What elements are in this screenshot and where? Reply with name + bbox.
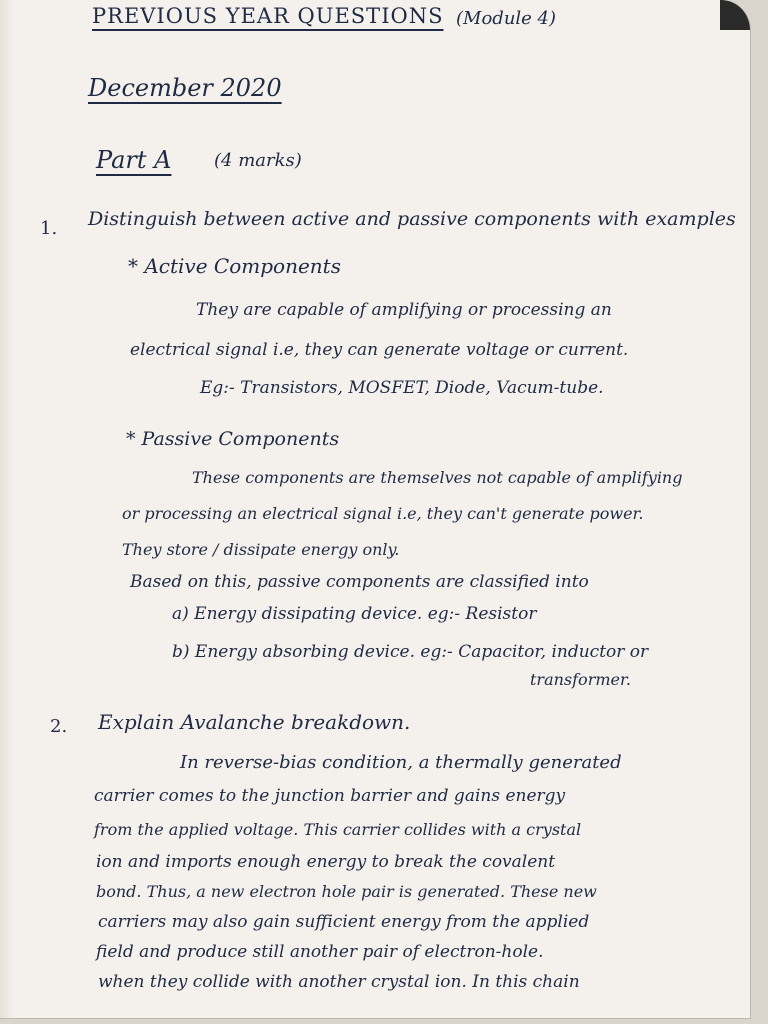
- q2-number: 2.: [50, 716, 68, 737]
- q1-passive-line: These components are themselves not capable of amplifying: [192, 468, 683, 487]
- q1-question: Distinguish between active and passive components with examples: [88, 208, 736, 230]
- q1-passive-line: a) Energy dissipating device. eg:- Resistor: [172, 604, 537, 624]
- q2-line: field and produce still another pair of electron-hole.: [96, 942, 544, 962]
- q2-question: Explain Avalanche breakdown.: [98, 710, 411, 734]
- q2-line: from the applied voltage. This carrier collides with a crystal: [94, 820, 582, 839]
- q1-number: 1.: [40, 218, 58, 239]
- q1-passive-line: They store / dissipate energy only.: [122, 540, 400, 559]
- part-marks: (4 marks): [214, 150, 302, 171]
- q1-passive-line: b) Energy absorbing device. eg:- Capacitor, inductor or: [172, 642, 649, 662]
- q1-active-heading: * Active Components: [128, 254, 341, 278]
- q1-passive-line: or processing an electrical signal i.e, they can't generate power.: [122, 504, 644, 523]
- q1-passive-heading: * Passive Components: [126, 428, 340, 450]
- q1-active-line: electrical signal i.e, they can generate voltage or current.: [130, 340, 629, 360]
- part-label: Part A: [96, 146, 172, 174]
- session-heading: December 2020: [88, 74, 282, 102]
- q1-passive-line: Based on this, passive components are classified into: [130, 572, 589, 592]
- q1-passive-line: transformer.: [530, 670, 631, 689]
- q1-active-line: They are capable of amplifying or processing an: [196, 300, 612, 320]
- q2-line: bond. Thus, a new electron hole pair is generated. These new: [96, 882, 597, 901]
- header-title: PREVIOUS YEAR QUESTIONS: [92, 4, 444, 28]
- page-corner: [720, 0, 750, 30]
- q2-line: carriers may also gain sufficient energy from the applied: [98, 912, 590, 932]
- q1-active-line: Eg:- Transistors, MOSFET, Diode, Vacum-tube.: [200, 378, 604, 398]
- q2-line: when they collide with another crystal ion. In this chain: [98, 972, 580, 992]
- q2-line: ion and imports enough energy to break the covalent: [96, 852, 556, 872]
- header-module: (Module 4): [456, 8, 557, 29]
- page-binding-shadow: [0, 0, 14, 1018]
- q2-line: In reverse-bias condition, a thermally generated: [180, 752, 622, 773]
- q2-line: carrier comes to the junction barrier and gains energy: [94, 786, 566, 806]
